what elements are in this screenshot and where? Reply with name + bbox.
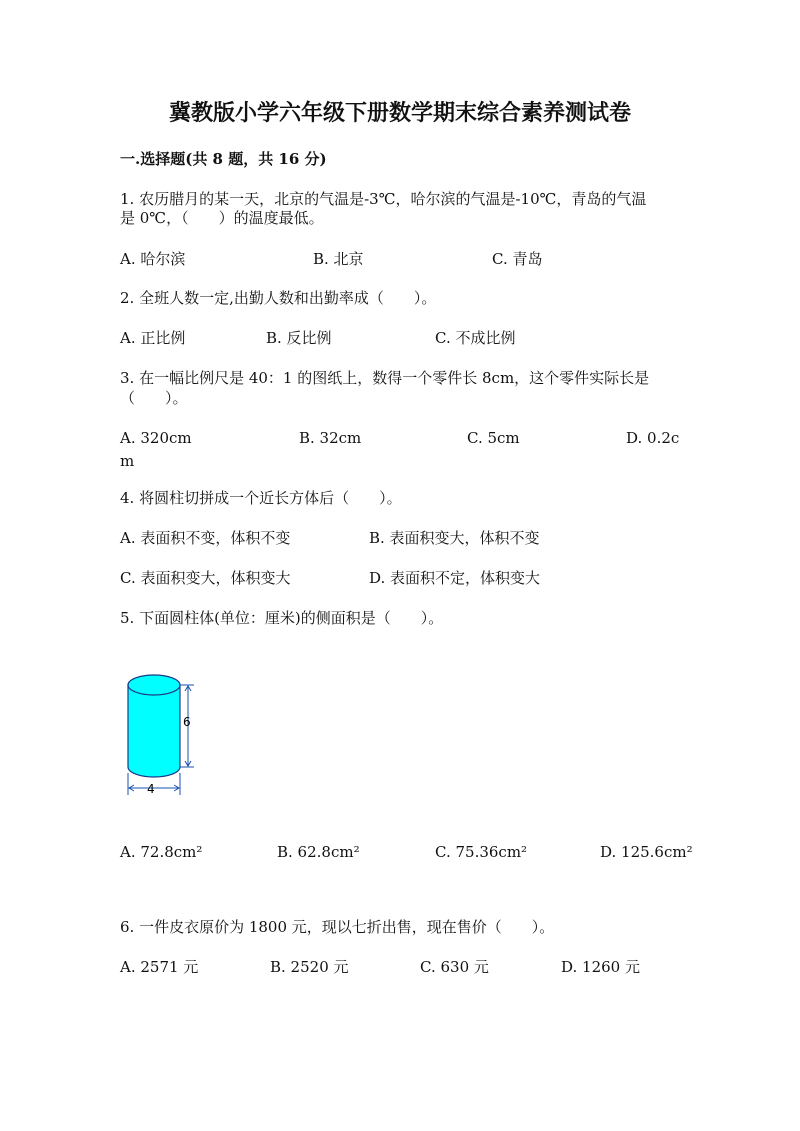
cylinder-body bbox=[128, 685, 180, 777]
q4-stem: 4. 将圆柱切拼成一个近长方体后（ ）。 bbox=[120, 489, 402, 507]
q5-option-a: A. 72.8cm² bbox=[120, 843, 203, 861]
q2-option-b: B. 反比例 bbox=[266, 329, 332, 347]
q3-option-d: D. 0.2c bbox=[626, 429, 680, 447]
q6-option-d: D. 1260 元 bbox=[561, 958, 640, 976]
q3-stem-line-1: 3. 在一幅比例尺是 40：1 的图纸上，数得一个零件长 8cm，这个零件实际长是 bbox=[120, 369, 650, 387]
q4-option-a: A. 表面积不变，体积不变 bbox=[120, 529, 291, 547]
q1-stem-line-1: 1. 农历腊月的某一天，北京的气温是-3℃，哈尔滨的气温是-10℃，青岛的气温 bbox=[120, 190, 647, 208]
q1-stem-line-2: 是 0℃，（ ）的温度最低。 bbox=[120, 209, 324, 227]
q3-option-c: C. 5cm bbox=[467, 429, 520, 447]
q2-option-a: A. 正比例 bbox=[120, 329, 186, 347]
q4-option-d: D. 表面积不定，体积变大 bbox=[369, 569, 541, 587]
q5-option-c: C. 75.36cm² bbox=[435, 843, 528, 861]
q5-option-d: D. 125.6cm² bbox=[600, 843, 693, 861]
section-heading: 一.选择题(共 8 题，共 16 分) bbox=[120, 150, 327, 168]
height-label: 6 bbox=[183, 715, 191, 729]
cylinder-figure bbox=[118, 655, 208, 805]
q3-option-b: B. 32cm bbox=[299, 429, 362, 447]
cylinder-top-ellipse bbox=[128, 675, 180, 695]
q3-stem-line-2: （ ）。 bbox=[120, 389, 188, 407]
q2-option-c: C. 不成比例 bbox=[435, 329, 516, 347]
q5-option-b: B. 62.8cm² bbox=[277, 843, 360, 861]
page-title: 冀教版小学六年级下册数学期末综合素养测试卷 bbox=[168, 100, 631, 126]
q6-option-c: C. 630 元 bbox=[420, 958, 489, 976]
q3-option-a: A. 320cm bbox=[120, 429, 192, 447]
q6-stem: 6. 一件皮衣原价为 1800 元，现以七折出售，现在售价（ ）。 bbox=[120, 918, 555, 936]
q1-option-c: C. 青岛 bbox=[492, 250, 543, 268]
q1-option-b: B. 北京 bbox=[313, 250, 364, 268]
q6-option-b: B. 2520 元 bbox=[270, 958, 349, 976]
q4-option-c: C. 表面积变大，体积变大 bbox=[120, 569, 291, 587]
q3-option-d-wrap: m bbox=[120, 452, 135, 470]
q4-option-b: B. 表面积变大，体积不变 bbox=[369, 529, 540, 547]
q1-option-a: A. 哈尔滨 bbox=[120, 250, 186, 268]
q6-option-a: A. 2571 元 bbox=[120, 958, 199, 976]
cylinder-shape bbox=[128, 675, 180, 777]
diameter-label: 4 bbox=[147, 782, 155, 796]
q2-stem: 2. 全班人数一定,出勤人数和出勤率成（ ）。 bbox=[120, 289, 437, 307]
q5-stem: 5. 下面圆柱体(单位：厘米)的侧面积是（ ）。 bbox=[120, 609, 444, 627]
